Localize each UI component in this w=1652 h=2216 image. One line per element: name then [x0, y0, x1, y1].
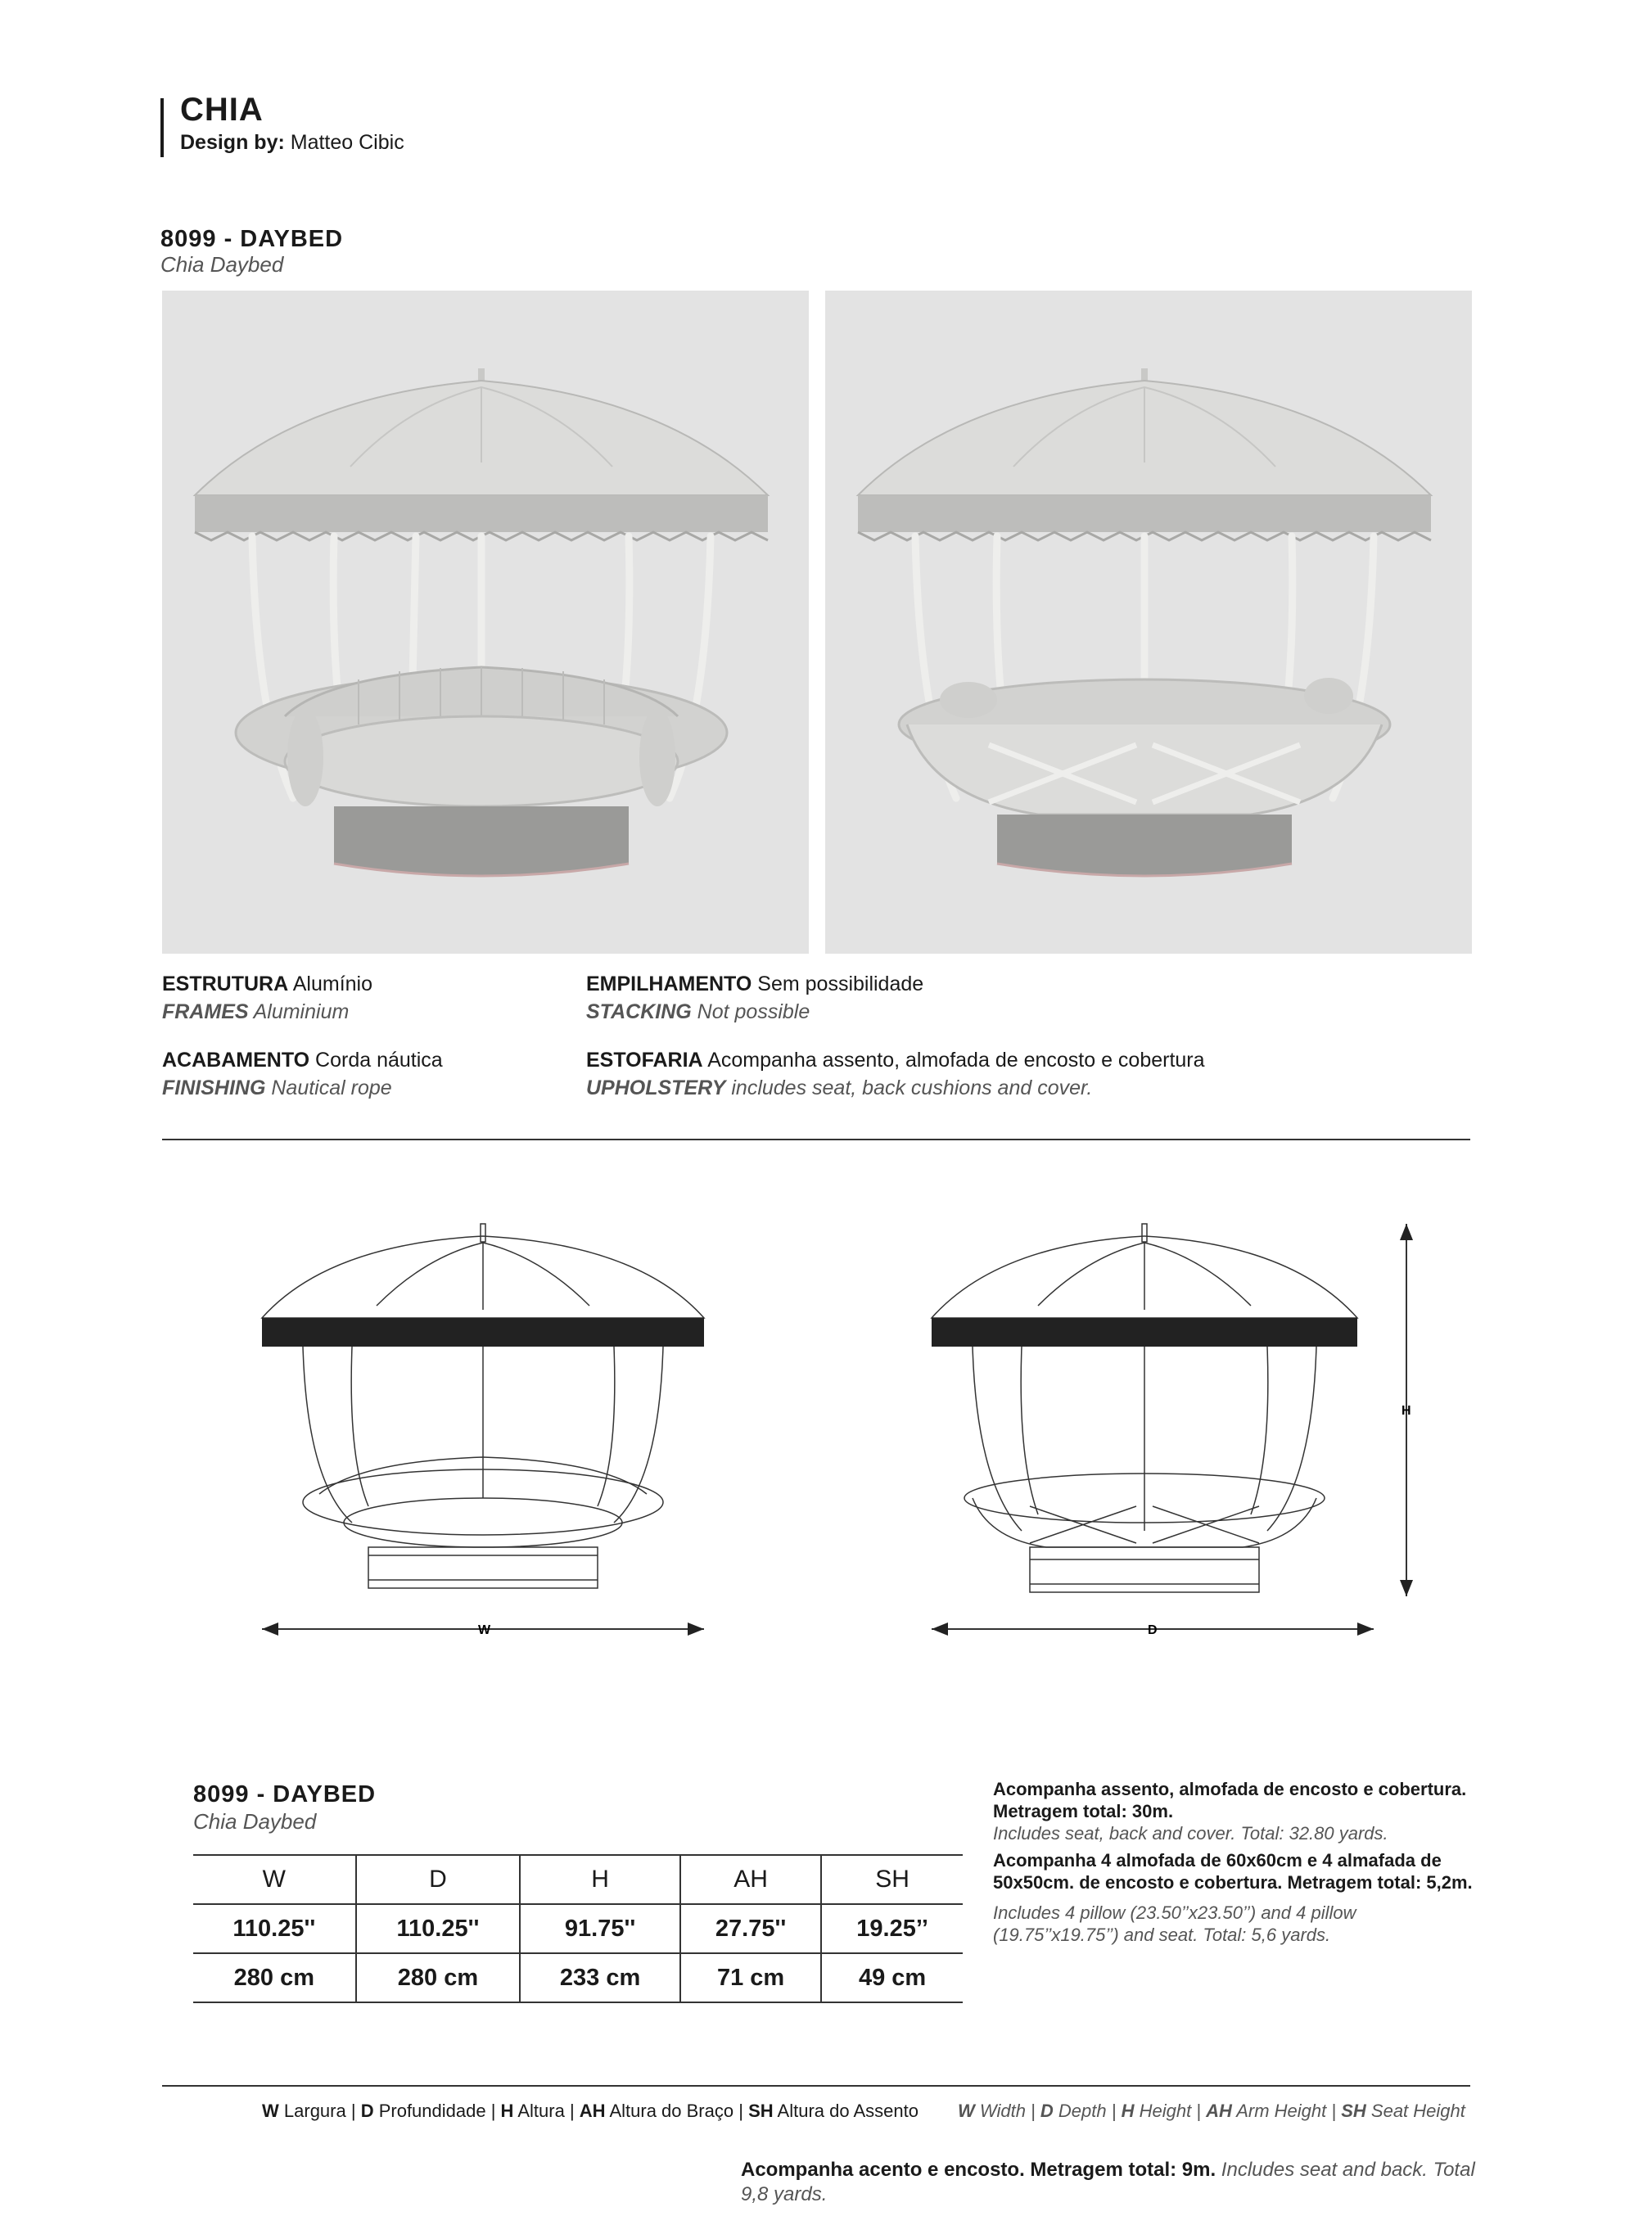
render-front-view	[162, 291, 809, 954]
table-cell: 233 cm	[520, 1953, 680, 2002]
depth-label: D	[1148, 1623, 1158, 1637]
table-row-cm	[193, 1953, 963, 2002]
legend-text: Depth	[1058, 2101, 1107, 2121]
designer-name: Matteo Cibic	[290, 131, 404, 154]
spec-label-en: FRAMES	[162, 1000, 249, 1023]
legend-code: H	[500, 2101, 514, 2121]
front-line-drawing	[229, 1212, 737, 1703]
header-w: W	[193, 1855, 356, 1904]
legend-code: SH	[748, 2101, 774, 2121]
spec-label-pt: ACABAMENTO	[162, 1049, 310, 1072]
table-row-inches	[193, 1904, 963, 1953]
legend-portuguese: W Largura | D Profundidade | H Altura | AH Altura do Braço | SH Altura do Assento	[262, 2101, 919, 2121]
render-back-view	[825, 291, 1472, 954]
spec-label-pt: EMPILHAMENTO	[586, 973, 752, 995]
brand-divider	[160, 98, 164, 157]
spec-value-en: includes seat, back cushions and cover.	[731, 1076, 1093, 1099]
legend-code: W	[262, 2101, 279, 2121]
table-cell: 19.25’’	[821, 1904, 963, 1953]
spec-label-en: FINISHING	[162, 1076, 266, 1099]
table-header-row	[193, 1855, 963, 1904]
header-d: D	[356, 1855, 521, 1904]
legend-text: Width	[979, 2101, 1026, 2121]
legend-code: AH	[1206, 2101, 1232, 2121]
legend-text: Altura do Braço	[609, 2101, 734, 2121]
table-cell: 91.75''	[520, 1904, 680, 1953]
daybed-back-render	[825, 291, 1472, 954]
technical-drawing-front	[229, 1212, 737, 1703]
table-cell: 110.25''	[193, 1904, 356, 1953]
spec-frames	[162, 970, 372, 1026]
dimension-table	[193, 1854, 963, 2003]
brand-name: CHIA	[180, 92, 264, 128]
table-cell: 49 cm	[821, 1953, 963, 2002]
legend-text: Largura	[283, 2101, 346, 2121]
legend-text: Height	[1139, 2101, 1192, 2121]
table-title: 8099 - DAYBED	[193, 1781, 377, 1808]
designer-label: Design by:	[180, 131, 285, 154]
spec-value-pt: Acompanha assento, almofada de encosto e cobertura	[707, 1049, 1205, 1072]
legend-code: W	[958, 2101, 975, 2121]
legend-code: D	[1040, 2101, 1054, 2121]
spec-value-pt: Alumínio	[292, 973, 373, 995]
width-label: W	[478, 1623, 491, 1637]
legend-english: W Width | D Depth | H Height | AH Arm Height | SH Seat Height	[958, 2101, 1465, 2121]
note-pt: Acompanha assento, almofada de encosto e cobertura. Metragem total: 30m.	[993, 1779, 1467, 1821]
section-divider	[162, 1139, 1470, 1140]
legend-text: Arm Height	[1236, 2101, 1327, 2121]
table-cell: 27.75''	[680, 1904, 821, 1953]
legend-text: Altura	[517, 2101, 565, 2121]
daybed-front-render	[162, 291, 809, 954]
table-subtitle: Chia Daybed	[193, 1809, 317, 1834]
technical-drawing-side	[923, 1212, 1431, 1703]
spec-value-en: Not possible	[697, 1000, 810, 1023]
footer-note	[741, 2158, 1478, 2207]
upholstery-notes	[993, 1778, 1484, 1946]
legend-text: Profundidade	[378, 2101, 486, 2121]
spec-value-en: Nautical rope	[271, 1076, 392, 1099]
footer-note-pt: Acompanha acento e encosto. Metragem total: 9m.	[741, 2159, 1216, 2181]
side-line-drawing	[923, 1212, 1431, 1703]
legend-code: AH	[579, 2101, 606, 2121]
legend-code: SH	[1341, 2101, 1366, 2121]
designer-credit	[180, 131, 404, 155]
table-cell: 280 cm	[193, 1953, 356, 2002]
product-title: 8099 - DAYBED	[160, 226, 344, 252]
note-en: Includes seat, back and cover. Total: 32.80 yards.	[993, 1823, 1388, 1844]
legend-code: D	[360, 2101, 374, 2121]
header-h: H	[520, 1855, 680, 1904]
product-subtitle: Chia Daybed	[160, 252, 284, 277]
spec-label-pt: ESTRUTURA	[162, 973, 289, 995]
note-pt: Acompanha 4 almofada de 60x60cm e 4 almafada de 50x50cm. de encosto e cobertura. Metragem total: 5,2m.	[993, 1850, 1473, 1893]
header-ah: AH	[680, 1855, 821, 1904]
height-label: H	[1401, 1404, 1411, 1418]
spec-label-pt: ESTOFARIA	[586, 1049, 703, 1072]
spec-value-pt: Corda náutica	[315, 1049, 443, 1072]
spec-finishing	[162, 1046, 443, 1102]
legend-divider	[162, 2085, 1470, 2087]
legend-code: H	[1121, 2101, 1135, 2121]
footer-note-en: Includes seat and back. Total 9,8 yards.	[741, 2159, 1475, 2205]
spec-label-en: UPHOLSTERY	[586, 1076, 726, 1099]
spec-stacking	[586, 970, 923, 1026]
table-cell: 110.25''	[356, 1904, 521, 1953]
header-sh: SH	[821, 1855, 963, 1904]
table-cell: 280 cm	[356, 1953, 521, 2002]
table-cell: 71 cm	[680, 1953, 821, 2002]
spec-value-pt: Sem possibilidade	[757, 973, 924, 995]
spec-label-en: STACKING	[586, 1000, 692, 1023]
legend-text: Altura do Assento	[777, 2101, 919, 2121]
legend-text: Seat Height	[1370, 2101, 1465, 2121]
note-en: Includes 4 pillow (23.50’’x23.50’’) and 4 pillow (19.75’’x19.75’’) and seat. Total: 5,6 yards.	[993, 1902, 1356, 1945]
spec-upholstery	[586, 1046, 1205, 1102]
spec-value-en: Aluminium	[253, 1000, 350, 1023]
